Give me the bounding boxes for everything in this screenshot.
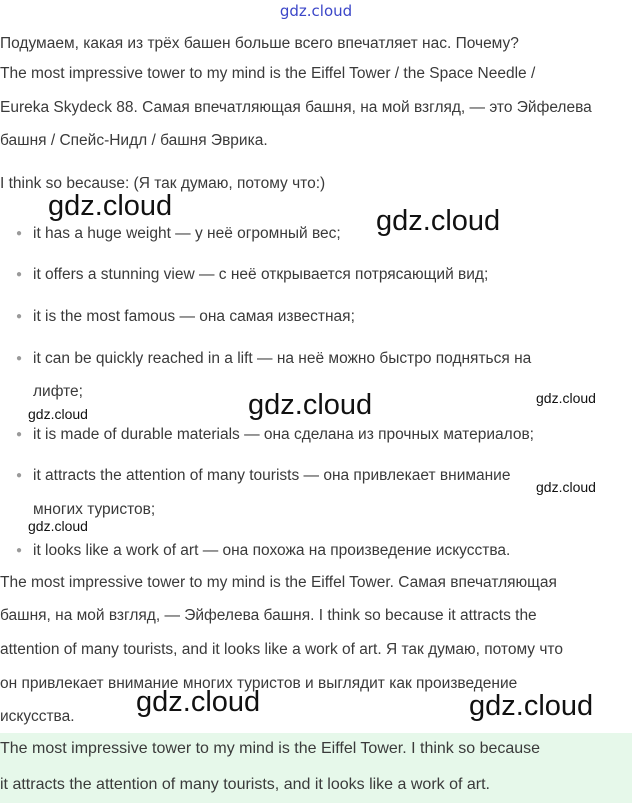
summary-line-1: The most impressive tower to my mind is the Eiffel Tower. I think so because [0,740,541,757]
answer-intro-line-3: башня / Спейс-Нидл / башня Эврика. [0,132,268,149]
question-text: Подумаем, какая из трёх башен больше всего впечатляет нас. Почему? [0,35,519,52]
summary-line-2: it attracts the attention of many tourists, and it looks like a work of art. [0,776,490,793]
watermark: gdz.cloud [376,205,501,237]
list-item: it can be quickly reached in a lift — на неё можно быстро подняться на [33,350,532,367]
answer-intro-line-2: Eureka Skydeck 88. Самая впечатляющая башня, на мой взгляд, — это Эйфелева [0,99,592,116]
list-item: it attracts the attention of many tourists — она привлекает внимание [33,467,511,484]
watermark: gdz.cloud [536,479,596,495]
list-item: it has a huge weight — у неё огромный вес; [33,225,341,242]
watermark: gdz.cloud [28,406,88,422]
watermark: gdz.cloud [48,190,173,222]
bullet-dot: ● [16,311,23,322]
list-item-continuation: многих туристов; [33,501,156,518]
example-line-1: The most impressive tower to my mind is the Eiffel Tower. Самая впечатляющая [0,574,557,591]
watermark: gdz.cloud [469,690,594,722]
example-line-2: башня, на мой взгляд, — Эйфелева башня. I think so because it attracts the [0,607,537,624]
because-intro: I think so because: (Я так думаю, потому что:) [0,175,326,192]
watermark: gdz.cloud [28,518,88,534]
watermark: gdz.cloud [136,686,261,718]
list-item: it is made of durable materials — она сделана из прочных материалов; [33,426,534,443]
example-line-3: attention of many tourists, and it looks like a work of art. Я так думаю, потому что [0,641,563,658]
bullet-dot: ● [16,353,23,364]
list-item-continuation: лифте; [33,383,83,400]
list-item: it is the most famous — она самая известная; [33,308,355,325]
answer-intro-line-1: The most impressive tower to my mind is the Eiffel Tower / the Space Needle / [0,65,536,82]
summary-box [0,733,632,803]
watermark: gdz.cloud [536,390,596,406]
bullet-dot: ● [16,429,23,440]
list-item: it offers a stunning view — с неё открывается потрясающий вид; [33,266,489,283]
header-watermark: gdz.cloud [279,2,353,20]
example-line-5: искусства. [0,708,75,725]
bullet-dot: ● [16,545,23,556]
bullet-dot: ● [16,470,23,481]
watermark: gdz.cloud [248,389,373,421]
bullet-dot: ● [16,228,23,239]
example-line-4: он привлекает внимание многих туристов и выглядит как произведение [0,675,518,692]
list-item: it looks like a work of art — она похожа на произведение искусства. [33,542,511,559]
bullet-dot: ● [16,269,23,280]
